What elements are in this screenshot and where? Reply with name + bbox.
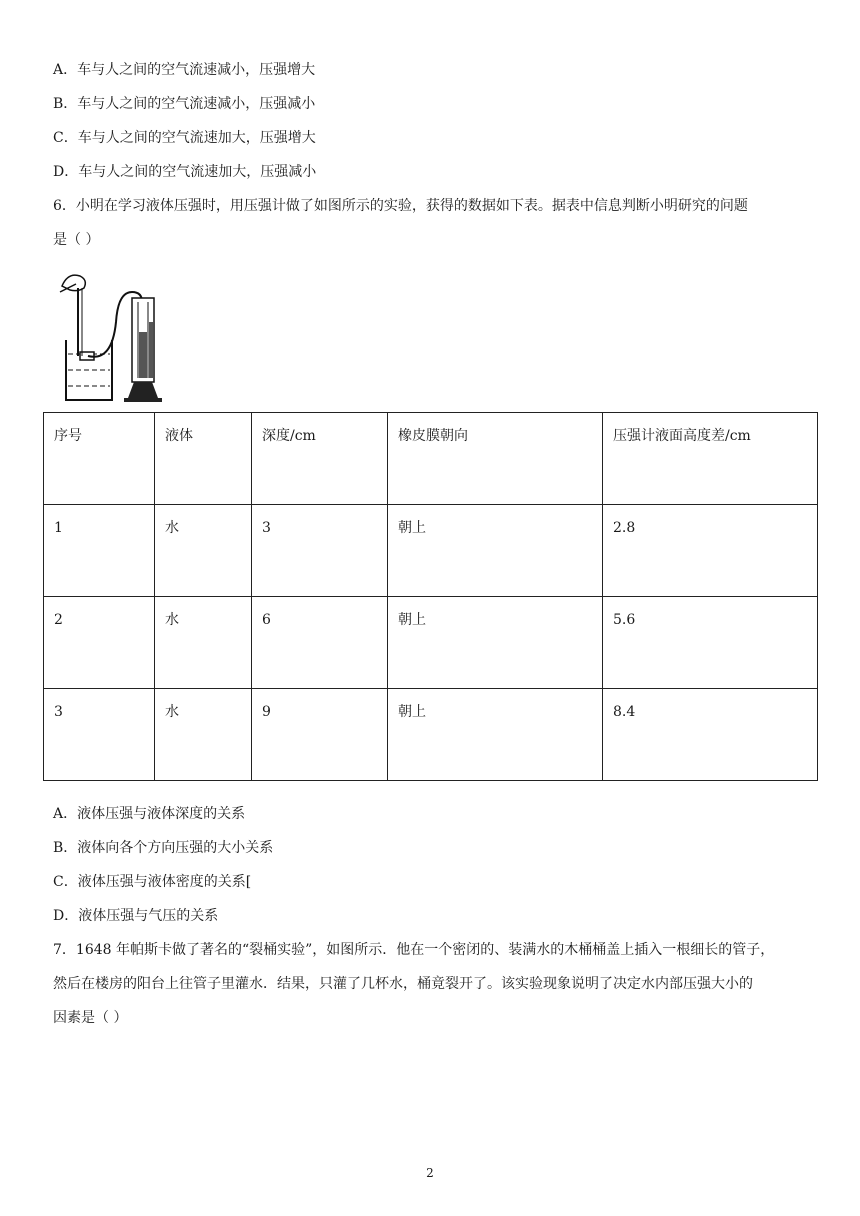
q5-option-b: B．车与人之间的空气流速减小，压强减小 [53, 96, 316, 112]
q5-option-a: A．车与人之间的空气流速减小，压强增大 [53, 62, 316, 78]
table-cell: 2 [44, 597, 155, 689]
table-cell: 5.6 [603, 597, 818, 689]
experiment-data-table [43, 412, 818, 781]
table-header-row [44, 413, 818, 505]
table-cell: 朝上 [388, 597, 603, 689]
q5-option-d: D．车与人之间的空气流速加大，压强减小 [53, 164, 317, 180]
table-cell: 9 [252, 689, 388, 781]
table-cell: 8.4 [603, 689, 818, 781]
header-cell: 橡皮膜朝向 [388, 413, 603, 505]
table-row [44, 597, 818, 689]
header-cell: 深度/cm [252, 413, 388, 505]
table-cell: 水 [155, 689, 252, 781]
header-cell: 压强计液面高度差/cm [603, 413, 818, 505]
pressure-gauge-figure [54, 262, 162, 406]
table-row [44, 505, 818, 597]
q5-option-c: C．车与人之间的空气流速加大，压强增大 [53, 130, 316, 146]
q6-stem-line2: 是（ ） [53, 232, 100, 248]
page-number: 2 [426, 1166, 434, 1180]
table-row [44, 689, 818, 781]
table-cell: 2.8 [603, 505, 818, 597]
table-cell: 朝上 [388, 689, 603, 781]
q6-stem-line1: 6．小明在学习液体压强时，用压强计做了如图所示的实验，获得的数据如下表。据表中信息判断小明研究的问题 [53, 198, 748, 214]
q7-stem-line1: 7．1648 年帕斯卡做了著名的“裂桶实验”，如图所示．他在一个密闭的、装满水的木桶桶盖上插入一根细长的管子， [53, 942, 775, 958]
table-cell: 6 [252, 597, 388, 689]
table-cell: 1 [44, 505, 155, 597]
table-cell: 水 [155, 505, 252, 597]
q6-option-c: C．液体压强与液体密度的关系[ [53, 874, 252, 890]
header-cell: 液体 [155, 413, 252, 505]
q6-option-b: B．液体向各个方向压强的大小关系 [53, 840, 274, 856]
q6-option-a: A．液体压强与液体深度的关系 [53, 806, 246, 822]
table-cell: 3 [252, 505, 388, 597]
table-cell: 3 [44, 689, 155, 781]
table-cell: 水 [155, 597, 252, 689]
header-cell: 序号 [44, 413, 155, 505]
q7-stem-line2: 然后在楼房的阳台上往管子里灌水．结果，只灌了几杯水，桶竟裂开了。该实验现象说明了决定水内部压强大小的 [53, 976, 753, 992]
q6-option-d: D．液体压强与气压的关系 [53, 908, 219, 924]
q7-stem-line3: 因素是（ ） [53, 1010, 128, 1026]
table-cell: 朝上 [388, 505, 603, 597]
